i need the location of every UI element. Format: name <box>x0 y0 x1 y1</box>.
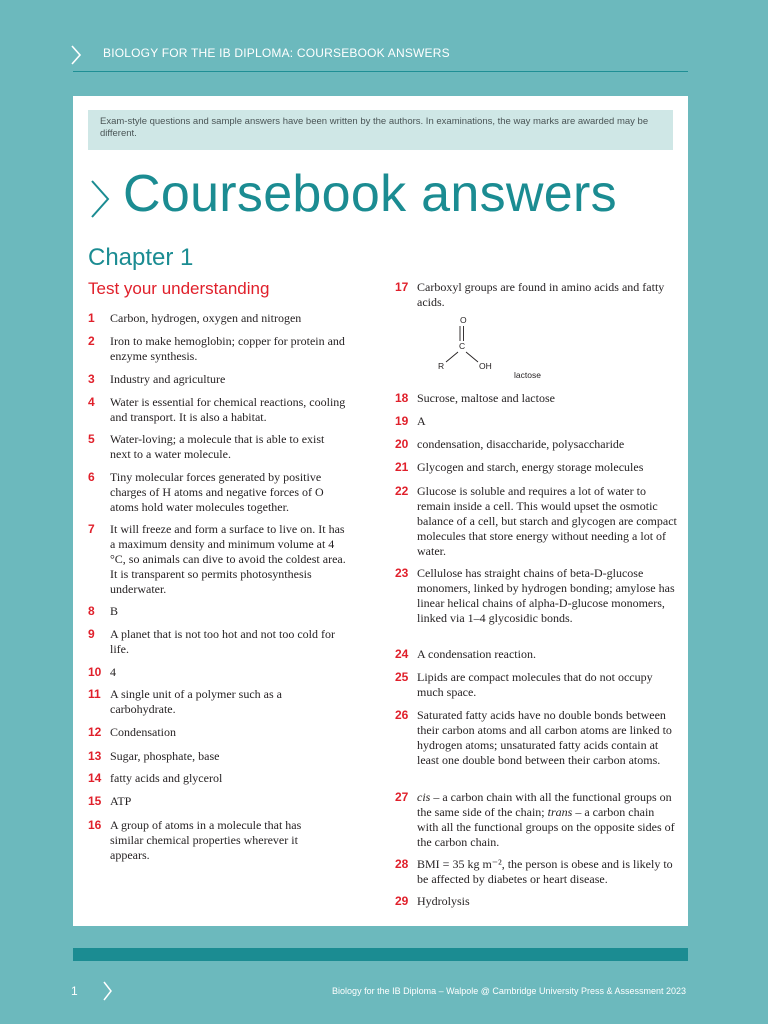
answer-number: 27 <box>395 790 409 804</box>
answer-item <box>395 460 677 475</box>
answer-text: condensation, disaccharide, polysaccharide <box>417 437 625 451</box>
answer-text: Sugar, phosphate, base <box>110 749 220 763</box>
answer-number: 20 <box>395 437 409 451</box>
answer-item <box>88 794 348 809</box>
answer-item <box>395 857 677 887</box>
chevron-right-icon <box>102 980 113 1002</box>
answer-number: 23 <box>395 566 409 580</box>
answer-item <box>395 647 677 662</box>
answer-item <box>395 566 677 626</box>
answer-number: 25 <box>395 670 409 684</box>
footer-bar <box>73 948 688 961</box>
answer-number: 2 <box>88 334 95 348</box>
answer-item <box>395 708 677 768</box>
answer-item <box>395 391 677 406</box>
answer-item <box>88 522 348 597</box>
answer-number: 8 <box>88 604 95 618</box>
answer-item <box>88 627 348 657</box>
chapter-heading: Chapter 1 <box>88 244 194 271</box>
answer-number: 19 <box>395 414 409 428</box>
answer-number: 22 <box>395 484 409 498</box>
answer-item <box>395 414 677 429</box>
answer-text: A condensation reaction. <box>417 647 536 661</box>
answer-number: 15 <box>88 794 102 808</box>
answer-item <box>395 437 677 452</box>
answer-item <box>395 670 677 700</box>
carboxyl-structure-diagram <box>432 314 502 384</box>
answer-text: Water is essential for chemical reactions, cooling and transport. It is also a habitat. <box>110 395 346 424</box>
answer-item <box>88 432 348 462</box>
running-header: BIOLOGY FOR THE IB DIPLOMA: COURSEBOOK ANSWERS <box>103 46 450 60</box>
answer-text: Cellulose has straight chains of beta-D-glucose monomers, linked by hydrogen bonding; amylose has linear helical chains of alpha-D-glucose monomers, linked via 1–4 glycosidic bonds. <box>417 566 675 625</box>
answer-text: fatty acids and glycerol <box>110 771 223 785</box>
answer-number: 7 <box>88 522 95 536</box>
answer-text: Hydrolysis <box>417 894 470 908</box>
answer-item <box>395 280 677 310</box>
header-rule <box>73 71 688 72</box>
answer-text <box>417 790 677 850</box>
answer-item <box>88 665 348 680</box>
answer-number: 21 <box>395 460 409 474</box>
answer-item <box>395 484 677 559</box>
cis-definition: – a carbon chain with all the functional groups on the same side of the chain; <box>417 790 672 819</box>
answer-item <box>88 725 348 740</box>
content-panel <box>73 96 688 926</box>
diagram-caption: lactose <box>514 370 541 380</box>
trans-definition: – a carbon chain with all the functional groups on the opposite sides of the carbon chain. <box>417 805 675 849</box>
answer-number: 28 <box>395 857 409 871</box>
answer-number: 18 <box>395 391 409 405</box>
answer-item <box>88 470 348 515</box>
answer-number: 14 <box>88 771 102 785</box>
exam-notice: Exam-style questions and sample answers have been written by the authors. In examinations, the way marks are awarded may be different. <box>88 110 673 150</box>
answer-number: 1 <box>88 311 95 325</box>
answer-number: 11 <box>88 687 101 701</box>
answer-number: 6 <box>88 470 95 484</box>
answer-text: Iron to make hemoglobin; copper for protein and enzyme synthesis. <box>110 334 345 363</box>
answer-item <box>88 818 333 863</box>
answer-text: Water-loving; a molecule that is able to exist next to a water molecule. <box>110 432 325 461</box>
answer-text: Condensation <box>110 725 176 739</box>
answer-text: Industry and agriculture <box>110 372 226 386</box>
atom-label-r: R <box>438 361 445 371</box>
answer-text: Carbon, hydrogen, oxygen and nitrogen <box>110 311 302 325</box>
answer-text: A group of atoms in a molecule that has similar chemical properties wherever it appears. <box>110 818 302 862</box>
answer-number: 29 <box>395 894 409 908</box>
answer-number: 5 <box>88 432 95 446</box>
answer-text: A <box>417 414 426 428</box>
answer-number: 24 <box>395 647 409 661</box>
answer-text: A single unit of a polymer such as a carbohydrate. <box>110 687 282 716</box>
answer-number: 10 <box>88 665 102 679</box>
answer-number: 17 <box>395 280 409 294</box>
answer-item <box>88 372 348 387</box>
answer-number: 12 <box>88 725 102 739</box>
answer-number: 4 <box>88 395 95 409</box>
section-heading: Test your understanding <box>88 279 270 298</box>
answer-item <box>88 395 348 425</box>
answer-text: 4 <box>110 665 116 679</box>
answer-number: 3 <box>88 372 95 386</box>
answer-text: BMI = 35 kg m⁻², the person is obese and is likely to be affected by diabetes or heart disease. <box>417 857 673 886</box>
answer-item <box>395 790 677 850</box>
cis-term: cis <box>417 790 431 804</box>
answer-item <box>88 311 348 326</box>
answer-text: It will freeze and form a surface to live on. It has a maximum density and minimum volume at 4 °C, so animals can dive to avoid the coldest area. It is transparent so permits photosynthesis underwater. <box>110 522 346 596</box>
chevron-right-icon <box>70 44 82 66</box>
page-number: 1 <box>71 984 78 998</box>
trans-term: trans <box>547 805 573 819</box>
answer-text: Lipids are compact molecules that do not occupy much space. <box>417 670 653 699</box>
answer-text: A planet that is not too hot and not too cold for life. <box>110 627 335 656</box>
footer-copyright: Biology for the IB Diploma – Walpole @ Cambridge University Press & Assessment 2023 <box>332 986 686 996</box>
answer-item <box>88 749 348 764</box>
answer-text: B <box>110 604 119 618</box>
answer-text: Saturated fatty acids have no double bonds between their carbon atoms and all carbon atoms are linked to hydrogen atoms; unsaturated fatty acids contain at least one double bond between their carbon atoms. <box>417 708 672 767</box>
answer-item <box>88 687 348 717</box>
answer-number: 26 <box>395 708 409 722</box>
answer-text: Carboxyl groups are found in amino acids and fatty acids. <box>417 280 665 309</box>
atom-label-o: O <box>460 315 467 325</box>
answer-text: Tiny molecular forces generated by positive charges of H atoms and negative forces of O atoms hold water molecules together. <box>110 470 324 514</box>
answer-text: Sucrose, maltose and lactose <box>417 391 555 405</box>
atom-label-c: C <box>459 341 466 351</box>
page-title: Coursebook answers <box>123 165 617 223</box>
atom-label-oh: OH <box>479 361 492 371</box>
answer-number: 16 <box>88 818 102 832</box>
answer-number: 9 <box>88 627 95 641</box>
answer-text: Glycogen and starch, energy storage molecules <box>417 460 644 474</box>
chevron-right-icon <box>89 178 111 220</box>
answer-item <box>88 771 348 786</box>
answer-text: Glucose is soluble and requires a lot of water to remain inside a cell. This would upset the osmotic balance of a cell, but starch and glycogen are compact molecules that store energy without needing a lot of water. <box>417 484 677 558</box>
answer-number: 13 <box>88 749 102 763</box>
answer-item <box>88 334 348 364</box>
answer-item <box>88 604 348 619</box>
answer-item <box>395 894 677 909</box>
answer-text: ATP <box>110 794 132 808</box>
